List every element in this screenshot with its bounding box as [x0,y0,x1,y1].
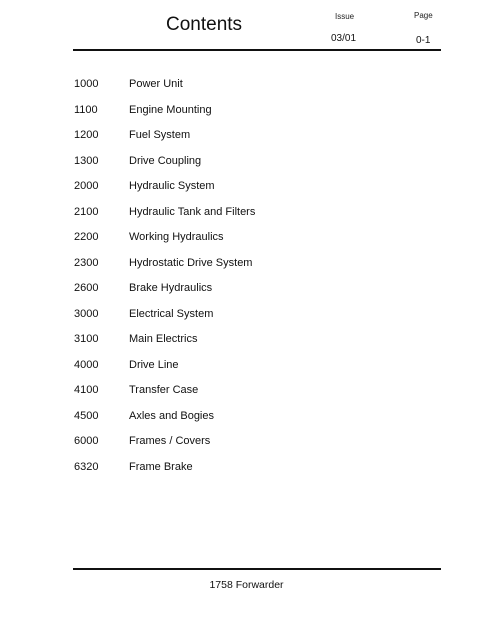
toc-title: Hydraulic System [129,180,215,193]
toc-code: 1000 [74,78,99,91]
toc-title: Drive Coupling [129,154,202,167]
issue-value: 03/01 [331,33,357,44]
page-number: 0-1 [416,35,431,46]
toc-code: 3100 [74,333,99,346]
page-title: Contents [166,14,243,35]
table-of-contents [74,72,255,480]
toc-code: 3000 [74,307,99,320]
toc-entry[interactable] [74,429,255,455]
toc-entry[interactable] [74,404,255,430]
toc-code: 2600 [74,282,99,295]
toc-entry[interactable] [74,353,255,379]
toc-title: Electrical System [129,307,214,320]
page-label: Page [414,11,433,20]
toc-entry[interactable] [74,123,255,149]
toc-title: Main Electrics [129,333,198,346]
toc-code: 2200 [74,231,99,244]
toc-code: 1300 [74,154,99,167]
toc-title: Drive Line [129,358,179,371]
header-divider [73,49,441,51]
toc-entry[interactable] [74,327,255,353]
toc-entry[interactable] [74,302,255,328]
toc-title: Hydrostatic Drive System [129,256,253,269]
toc-title: Frame Brake [129,460,193,473]
toc-entry[interactable] [74,276,255,302]
toc-entry[interactable] [74,98,255,124]
toc-entry[interactable] [74,174,255,200]
toc-title: Axles and Bogies [129,409,214,422]
footer-divider [73,568,441,570]
toc-title: Fuel System [129,129,191,142]
toc-code: 2300 [74,256,99,269]
toc-title: Power Unit [129,78,183,91]
toc-entry[interactable] [74,378,255,404]
toc-entry[interactable] [74,225,255,251]
toc-code: 1100 [74,103,98,116]
toc-title: Brake Hydraulics [129,282,213,295]
toc-code: 4000 [74,358,99,371]
toc-title: Engine Mounting [129,103,212,116]
toc-code: 6000 [74,435,99,448]
toc-code: 4500 [74,409,99,422]
toc-entry[interactable] [74,72,255,98]
footer-text: 1758 Forwarder [209,579,284,591]
toc-title: Transfer Case [129,384,199,397]
toc-code: 4100 [74,384,99,397]
toc-entry[interactable] [74,200,255,226]
toc-code: 2100 [74,205,99,218]
toc-code: 2000 [74,180,99,193]
toc-code: 1200 [74,129,99,142]
toc-entry[interactable] [74,455,255,481]
toc-title: Frames / Covers [129,435,211,448]
toc-code: 6320 [74,460,99,473]
toc-entry[interactable] [74,149,255,175]
toc-entry[interactable] [74,251,255,277]
toc-title: Hydraulic Tank and Filters [129,205,256,218]
issue-label: Issue [335,12,355,21]
toc-title: Working Hydraulics [129,231,224,244]
